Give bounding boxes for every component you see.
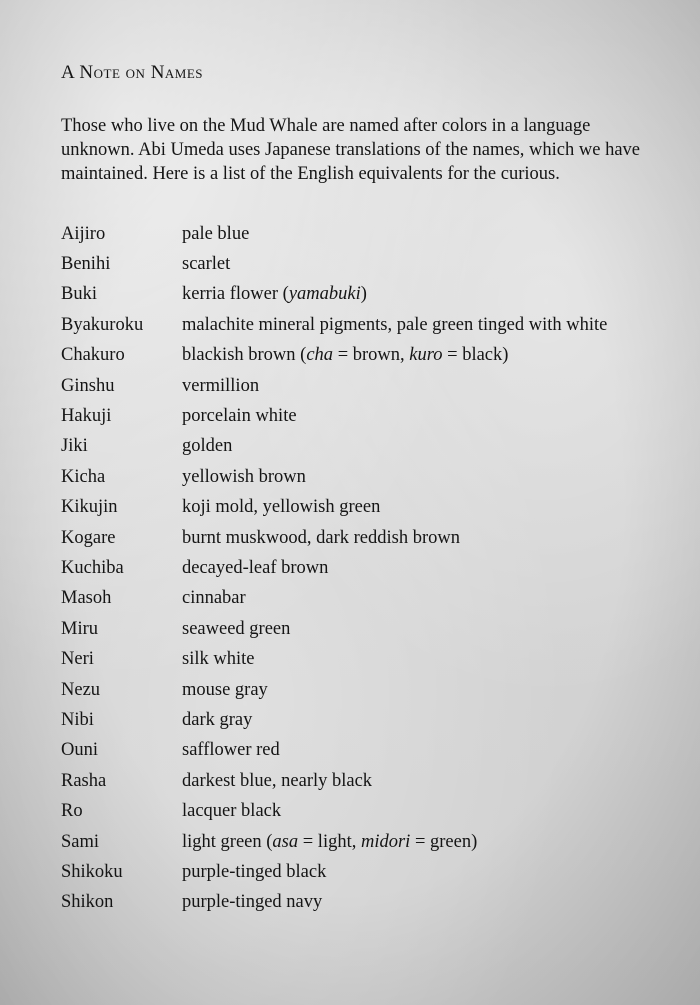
list-item bbox=[61, 401, 651, 431]
section-heading: A Note on Names bbox=[61, 62, 204, 83]
list-item bbox=[61, 705, 651, 735]
list-item bbox=[61, 219, 651, 249]
japanese-word: kuro bbox=[409, 345, 443, 366]
list-item bbox=[61, 644, 651, 674]
name-term: Kikujin bbox=[61, 497, 118, 518]
name-meaning: lacquer black bbox=[182, 801, 282, 822]
name-term: Sami bbox=[61, 831, 100, 852]
name-meaning: koji mold, yellowish green bbox=[182, 497, 381, 518]
name-meaning: vermillion bbox=[182, 375, 260, 396]
name-term: Ginshu bbox=[61, 375, 115, 396]
name-meaning: malachite mineral pigments, pale green tinged with white bbox=[182, 314, 608, 335]
list-item bbox=[61, 675, 651, 705]
meaning-text: blackish brown ( bbox=[182, 345, 307, 366]
meaning-text: ) bbox=[360, 284, 367, 305]
list-item bbox=[61, 857, 651, 887]
name-meaning bbox=[182, 345, 651, 366]
name-term: Chakuro bbox=[61, 345, 125, 366]
list-item bbox=[61, 371, 651, 401]
name-term: Ro bbox=[61, 801, 83, 822]
list-item bbox=[61, 553, 651, 583]
name-term: Masoh bbox=[61, 588, 112, 609]
name-meaning: dark gray bbox=[182, 709, 253, 730]
list-item bbox=[61, 614, 651, 644]
name-meaning: mouse gray bbox=[182, 679, 268, 700]
name-meaning: purple-tinged navy bbox=[182, 892, 323, 913]
name-meaning: golden bbox=[182, 436, 233, 457]
name-term: Hakuji bbox=[61, 406, 112, 427]
japanese-word: midori bbox=[360, 831, 411, 852]
meaning-text: = brown, bbox=[333, 345, 410, 366]
name-meaning: seaweed green bbox=[182, 618, 291, 639]
meaning-text: kerria flower ( bbox=[182, 284, 289, 305]
name-term: Ouni bbox=[61, 740, 98, 761]
list-item bbox=[61, 827, 651, 857]
name-term: Jiki bbox=[61, 436, 88, 457]
name-meaning bbox=[182, 832, 651, 853]
name-meaning: pale blue bbox=[182, 223, 250, 244]
list-item bbox=[61, 432, 651, 462]
list-item bbox=[61, 796, 651, 826]
name-term: Rasha bbox=[61, 770, 107, 791]
list-item bbox=[61, 249, 651, 279]
list-item bbox=[61, 310, 651, 340]
meaning-text: = green) bbox=[410, 831, 478, 852]
list-item bbox=[61, 888, 651, 918]
name-term: Shikoku bbox=[61, 861, 123, 882]
japanese-word: cha bbox=[306, 345, 334, 366]
name-meaning: darkest blue, nearly black bbox=[182, 770, 373, 791]
name-term: Shikon bbox=[61, 892, 114, 913]
name-meaning bbox=[182, 284, 651, 305]
name-meaning: scarlet bbox=[182, 254, 231, 275]
name-meaning: silk white bbox=[182, 649, 255, 670]
name-term: Miru bbox=[61, 618, 98, 639]
list-item bbox=[61, 736, 651, 766]
name-term: Kogare bbox=[61, 527, 116, 548]
list-item bbox=[61, 523, 651, 553]
name-meaning: decayed-leaf brown bbox=[182, 557, 329, 578]
name-meaning: purple-tinged black bbox=[182, 861, 327, 882]
name-term: Nezu bbox=[61, 679, 101, 700]
meaning-text: = black) bbox=[442, 345, 509, 366]
list-item bbox=[61, 341, 651, 371]
list-item bbox=[61, 462, 651, 492]
name-term: Kuchiba bbox=[61, 557, 124, 578]
meaning-text: = light, bbox=[298, 831, 361, 852]
name-meaning: cinnabar bbox=[182, 588, 246, 609]
japanese-word: yamabuki bbox=[288, 284, 361, 305]
name-term: Nibi bbox=[61, 709, 94, 730]
name-term: Neri bbox=[61, 649, 94, 670]
name-meaning: safflower red bbox=[182, 740, 280, 761]
list-item bbox=[61, 280, 651, 310]
intro-paragraph: Those who live on the Mud Whale are named after colors in a language unknown. Abi Umeda uses Japanese translations of the names, which we have maintained. Here is a list of the English equivalents for the curious. bbox=[61, 116, 641, 184]
name-term: Aijiro bbox=[61, 223, 106, 244]
name-term: Kicha bbox=[61, 466, 106, 487]
document-body bbox=[61, 62, 651, 918]
list-item bbox=[61, 766, 651, 796]
list-item bbox=[61, 493, 651, 523]
japanese-word: asa bbox=[272, 831, 299, 852]
names-list bbox=[61, 219, 651, 918]
name-term: Benihi bbox=[61, 254, 111, 275]
name-meaning: burnt muskwood, dark reddish brown bbox=[182, 527, 460, 548]
name-meaning: porcelain white bbox=[182, 406, 297, 427]
name-term: Byakuroku bbox=[61, 314, 144, 335]
name-term: Buki bbox=[61, 284, 97, 305]
meaning-text: light green ( bbox=[182, 831, 273, 852]
name-meaning: yellowish brown bbox=[182, 466, 306, 487]
list-item bbox=[61, 584, 651, 614]
